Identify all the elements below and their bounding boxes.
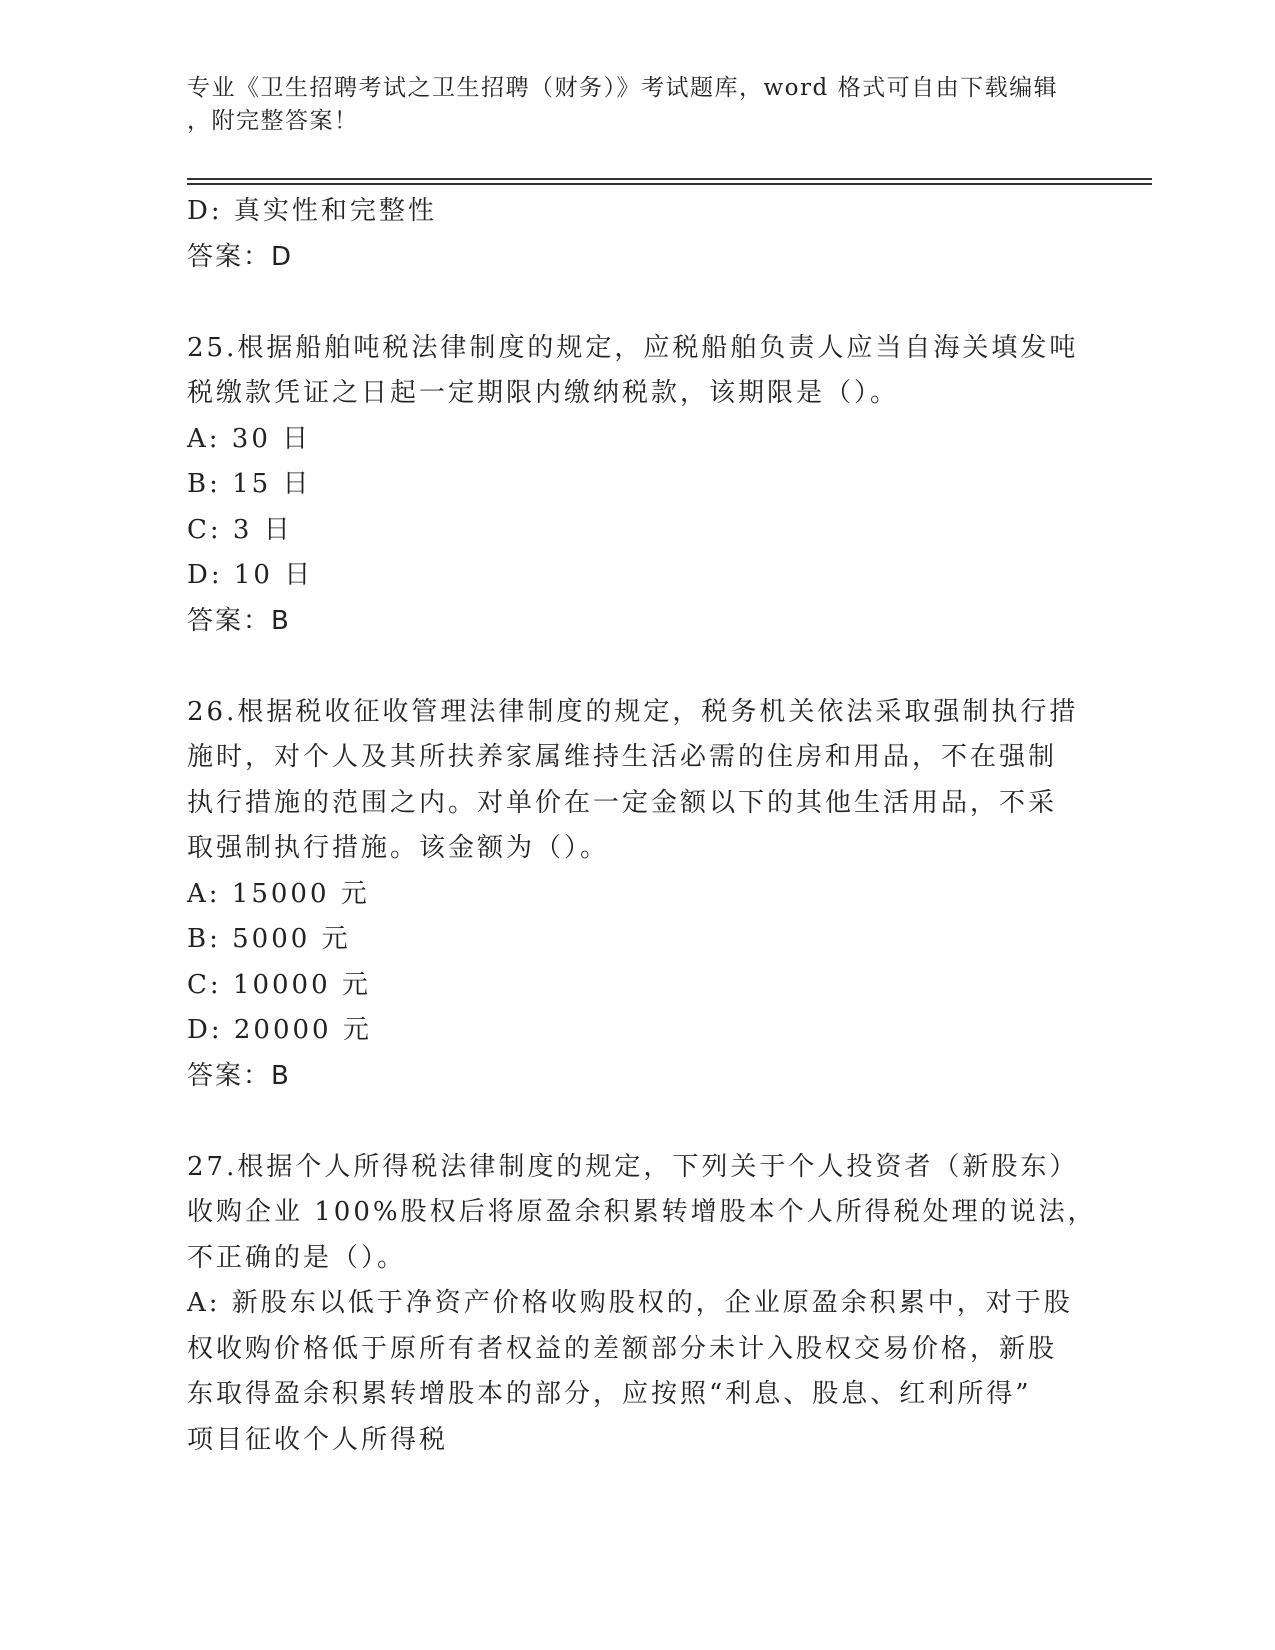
option-a: A: 15000 元 [187, 878, 370, 909]
question-text-line: 27.根据个人所得税法律制度的规定，下列关于个人投资者（新股东） [187, 1151, 1079, 1182]
question-text-line: 执行措施的范围之内。对单价在一定金额以下的其他生活用品，不采 [187, 787, 1058, 818]
question-text-line: 不正确的是（）。 [187, 1242, 407, 1273]
option-a: A: 30 日 [187, 423, 312, 454]
header-divider-top [187, 178, 1152, 180]
option-c: C: 10000 元 [187, 969, 371, 1000]
option-a-line: A: 新股东以低于净资产价格收购股权的，企业原盈余积累中，对于股 [187, 1288, 1073, 1318]
question-text-line: 取强制执行措施。该金额为（）。 [187, 833, 610, 863]
option-a-line: 项目征收个人所得税 [187, 1424, 449, 1455]
question-text-line: 收购企业 100%股权后将原盈余积累转增股本个人所得税处理的说法， [187, 1197, 1097, 1227]
option-d: D: 10 日 [187, 560, 314, 590]
option-a-line: 权收购价格低于原所有者权益的差额部分未计入股权交易价格，新股 [187, 1333, 1058, 1364]
question-27 [187, 1145, 1097, 1464]
previous-option-d: D: 真实性和完整性 [187, 196, 437, 226]
answer: 答案：B [187, 1060, 291, 1091]
question-text-line: 25.根据船舶吨税法律制度的规定，应税船舶负责人应当自海关填发吨 [187, 332, 1079, 363]
question-25 [187, 326, 1087, 645]
option-c: C: 3 日 [187, 514, 293, 545]
page-header [187, 72, 1077, 138]
header-line-2: ，附完整答案！ [187, 108, 359, 134]
option-b: B: 5000 元 [187, 924, 351, 954]
question-26 [187, 690, 1087, 1100]
option-a-line: 东取得盈余积累转增股本的部分，应按照“利息、股息、红利所得” [187, 1379, 1032, 1409]
question-text-line: 税缴款凭证之日起一定期限内缴纳税款，该期限是（）。 [187, 378, 900, 408]
header-divider-bottom [187, 183, 1152, 185]
option-d: D: 20000 元 [187, 1015, 372, 1045]
question-text-line: 26.根据税收征收管理法律制度的规定，税务机关依法采取强制执行措 [187, 696, 1079, 727]
spacer [187, 280, 1087, 326]
spacer [187, 644, 1087, 690]
spacer [187, 1099, 1087, 1145]
question-content [187, 189, 1097, 1463]
header-line-1: 专业《卫生招聘考试之卫生招聘（财务）》考试题库，word 格式可自由下载编辑 [187, 75, 1059, 101]
answer: 答案：B [187, 605, 291, 636]
question-text-line: 施时，对个人及其所扶养家属维持生活必需的住房和用品，不在强制 [187, 742, 1058, 772]
previous-answer: 答案：D [187, 241, 294, 272]
option-b: B: 15 日 [187, 469, 312, 499]
